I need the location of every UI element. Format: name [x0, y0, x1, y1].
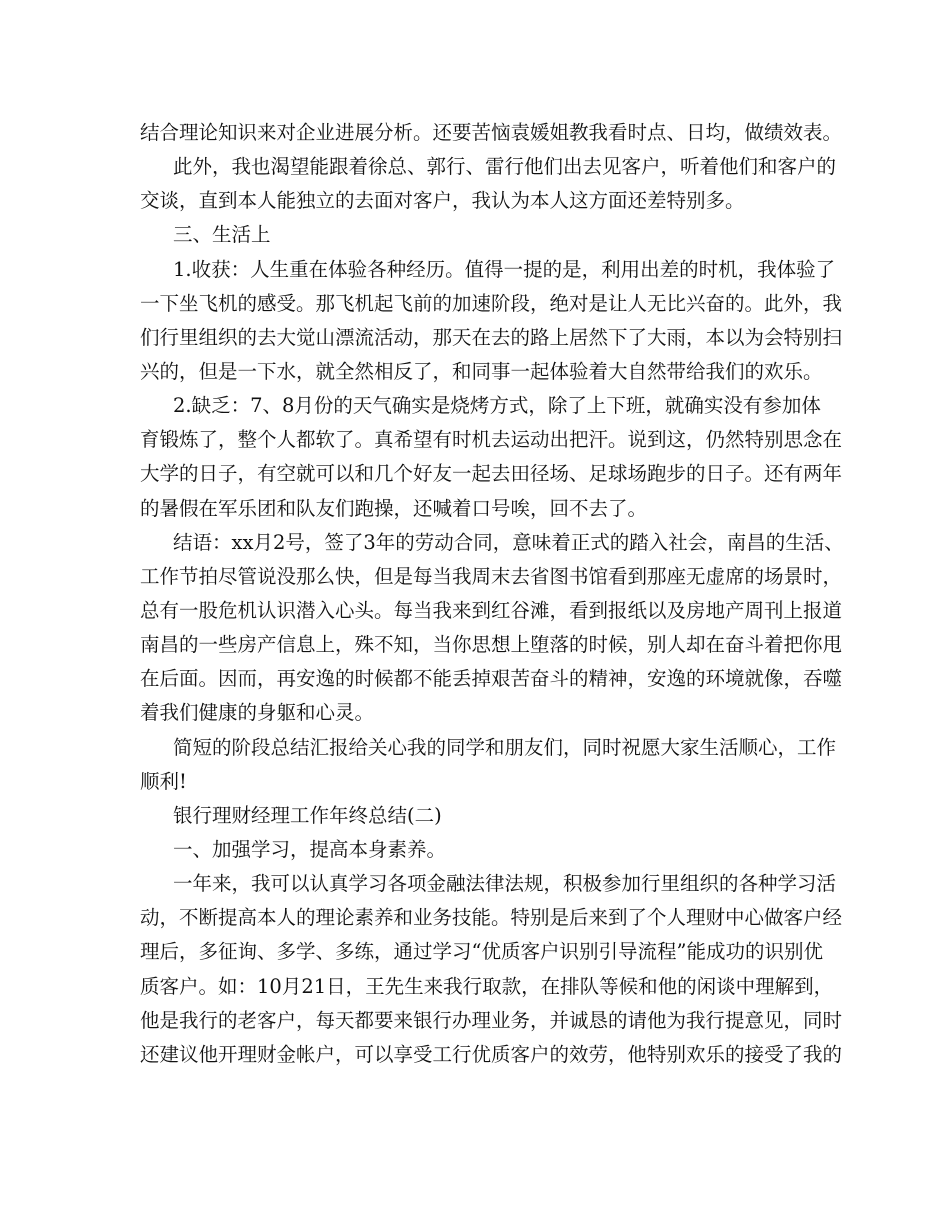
text-line: 顺利!: [140, 769, 187, 793]
document-body: [140, 116, 844, 1072]
text-line: 一年来，我可以认真学习各项金融法律法规，积极参加行里组织的各种学习活: [173, 872, 837, 896]
text-line: 结合理论知识来对企业进展分析。还要苦恼袁媛姐教我看时点、日均，做绩效表。: [140, 121, 843, 144]
text-line: 大学的日子，有空就可以和几个好友一起去田径场、足球场跑步的日子。还有两年: [140, 462, 843, 486]
text-line: 一、加强学习，提高本身素养。: [173, 837, 447, 861]
text-line: 此外，我也渴望能跟着徐总、郭行、雷行他们出去见客户，听着他们和客户的: [173, 155, 837, 179]
text-line: 着我们健康的身躯和心灵。: [140, 701, 375, 725]
text-line: 简短的阶段总结汇报给关心我的同学和朋友们，同时祝愿大家生活顺心，工作: [173, 735, 837, 759]
text-line: 兴的，但是一下水，就全然相反了，和同事一起体验着大自然带给我们的欢乐。: [140, 359, 823, 383]
text-line: 动，不断提高本人的理论素养和业务技能。特别是后来到了个人理财中心做客户经: [140, 906, 843, 930]
text-line: 一下坐飞机的感受。那飞机起飞前的加速阶段，绝对是让人无比兴奋的。此外，我: [140, 291, 843, 315]
text-line: 2.缺乏：7、8月份的天气确实是烧烤方式，除了上下班，就确实没有参加体: [173, 394, 821, 418]
text-line: 质客户。如：10月21日，王先生来我行取款，在排队等候和他的闲谈中理解到，: [140, 974, 834, 998]
text-line: 工作节拍尽管说没那么快，但是每当我周末去省图书馆看到那座无虚席的场景时，: [140, 564, 843, 588]
text-line: 在后面。因而，再安逸的时候都不能丢掉艰苦奋斗的精神，安逸的环境就像，吞噬: [140, 667, 843, 691]
text-line: 育锻炼了，整个人都软了。真希望有时机去运动出把汗。说到这，仍然特别思念在: [140, 428, 843, 452]
text-line: 银行理财经理工作年终总结(二): [173, 803, 442, 827]
text-line: 三、生活上: [173, 223, 271, 247]
text-line: 南昌的一些房产信息上，殊不知，当你思想上堕落的时候，别人却在奋斗着把你甩: [140, 633, 843, 657]
text-line: 总有一股危机认识潜入心头。每当我来到红谷滩，看到报纸以及房地产周刊上报道: [140, 598, 843, 622]
text-line: 们行里组织的去大觉山漂流活动，那天在去的路上居然下了大雨，本以为会特别扫: [140, 325, 843, 349]
text-line: 的暑假在军乐团和队友们跑操，还喊着口号唉，回不去了。: [140, 496, 648, 520]
text-line: 他是我行的老客户，每天都要来银行办理业务，并诚恳的请他为我行提意见，同时: [140, 1008, 843, 1032]
text-line: 1.收获：人生重在体验各种经历。值得一提的是，利用出差的时机，我体验了: [173, 257, 836, 281]
text-line: 还建议他开理财金帐户，可以享受工行优质客户的效劳，他特别欢乐的接受了我的: [140, 1042, 843, 1066]
text-line: 交谈，直到本人能独立的去面对客户，我认为本人这方面还差特别多。: [140, 189, 745, 213]
text-line: 理后，多征询、多学、多练，通过学习“优质客户识别引导流程”能成功的识别优: [140, 940, 823, 964]
text-line: 结语：xx月2号，签了3年的劳动合同，意味着正式的踏入社会，南昌的生活、: [173, 530, 844, 554]
